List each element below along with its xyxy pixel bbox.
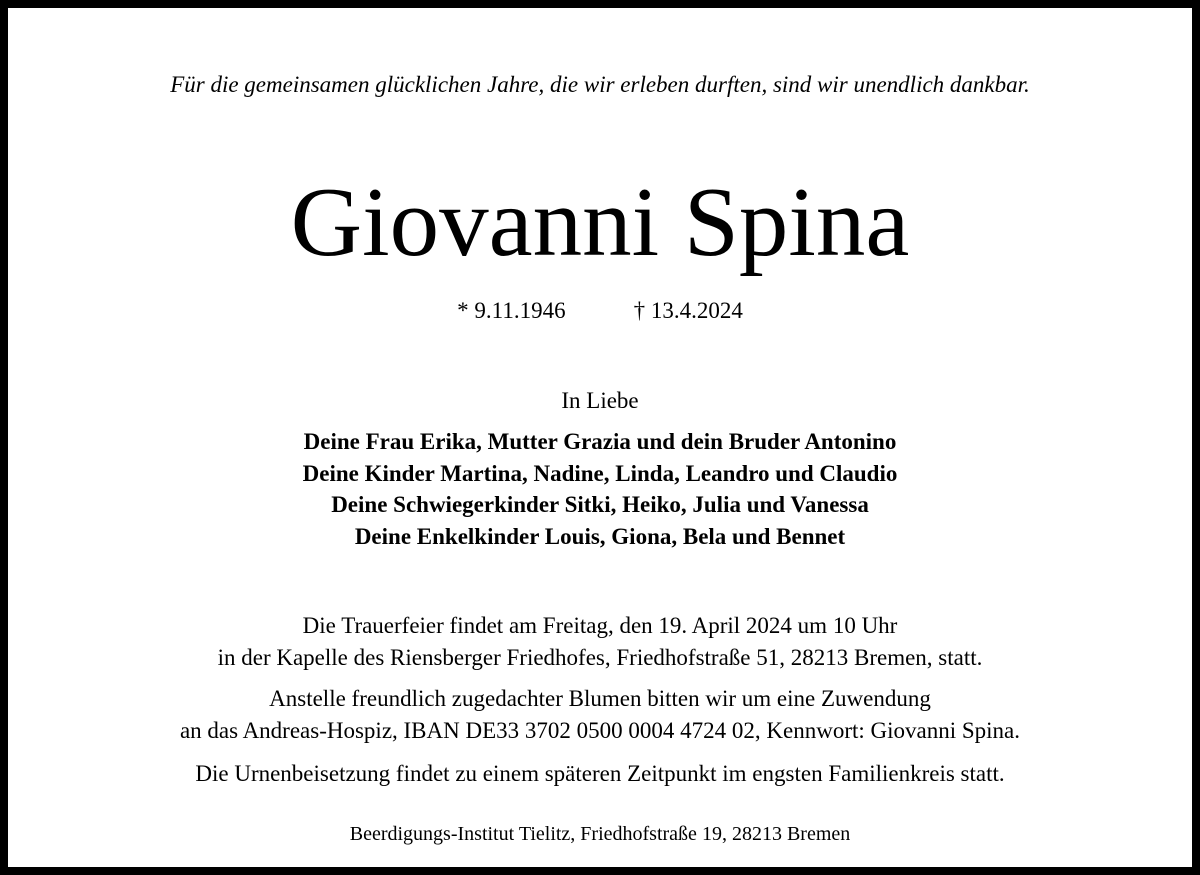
funeral-service-location: in der Kapelle des Riensberger Friedhofes, Friedhofstraße 51, 28213 Bremen, statt.: [217, 645, 983, 670]
donation-request: Anstelle freundlich zugedachter Blumen bitten wir um eine Zuwendung: [269, 686, 931, 711]
motto-line: Für die gemeinsamen glücklichen Jahre, die wir erleben durften, sind wir unendlich dankbar.: [170, 72, 1030, 97]
death-date: † 13.4.2024: [633, 298, 743, 323]
mourner-line: Deine Schwiegerkinder Sitki, Heiko, Julia und Vanessa: [331, 492, 869, 517]
donation-details: an das Andreas-Hospiz, IBAN DE33 3702 0500 0004 4724 02, Kennwort: Giovanni Spina.: [179, 718, 1021, 743]
funeral-service-date: Die Trauerfeier findet am Freitag, den 19. April 2024 um 10 Uhr: [302, 613, 898, 638]
mourner-line: Deine Enkelkinder Louis, Giona, Bela und Bennet: [354, 524, 846, 549]
deceased-name: Giovanni Spina: [290, 168, 910, 277]
life-dates: [8, 296, 1192, 326]
funeral-home-address: Beerdigungs-Institut Tielitz, Friedhofstraße 19, 28213 Bremen: [349, 823, 851, 845]
mourner-line: Deine Frau Erika, Mutter Grazia und dein Bruder Antonino: [303, 429, 897, 454]
mourner-line: Deine Kinder Martina, Nadine, Linda, Leandro und Claudio: [302, 461, 898, 486]
in-liebe-heading: In Liebe: [561, 388, 639, 413]
urn-burial-note: Die Urnenbeisetzung findet zu einem späteren Zeitpunkt im engsten Familienkreis statt.: [195, 761, 1005, 786]
birth-date: * 9.11.1946: [457, 298, 566, 323]
